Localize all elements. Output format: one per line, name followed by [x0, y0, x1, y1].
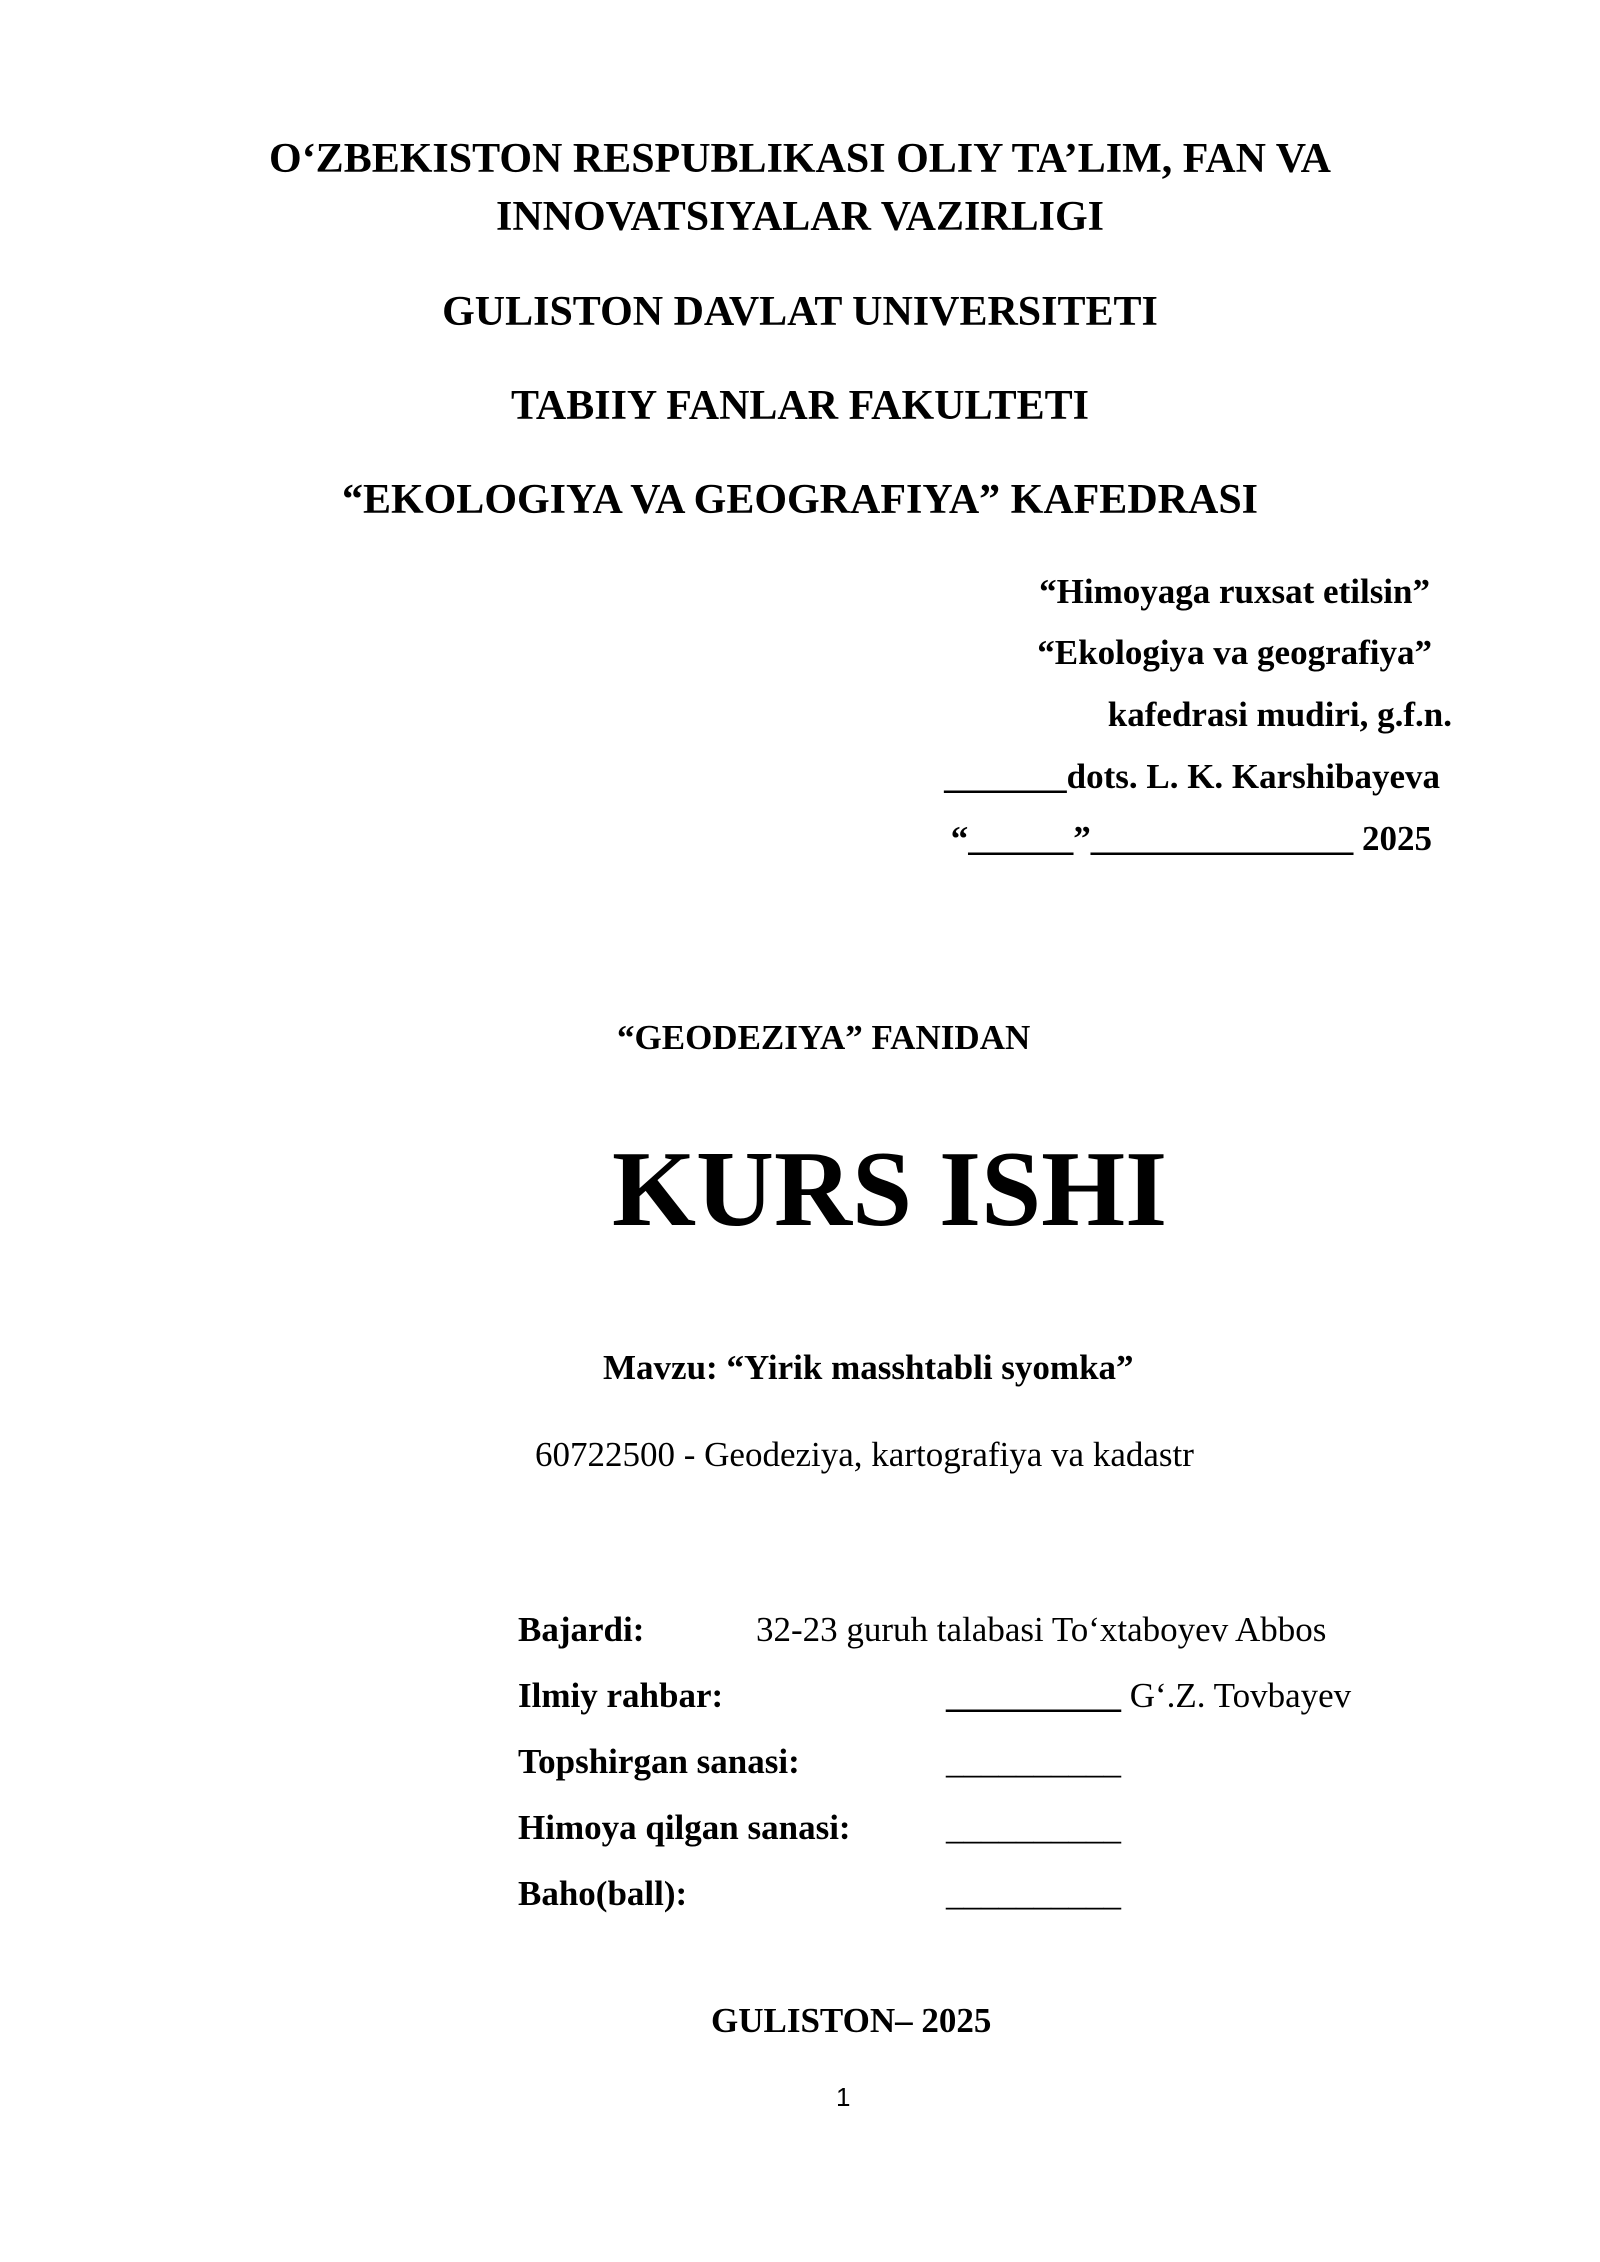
approval-line-5: “______”_______________ 2025: [950, 819, 1432, 858]
performed-value: 32-23 guruh talabasi To‘xtaboyev Abbos: [756, 1610, 1327, 1649]
topic-line: Mavzu: “Yirik masshtabli syomka”: [603, 1348, 1134, 1387]
advisor-blank: __________: [946, 1676, 1121, 1715]
approval-line-1: “Himoyaga ruxsat etilsin”: [1039, 572, 1430, 611]
faculty-name: TABIIY FANLAR FAKULTETI: [511, 383, 1089, 429]
advisor-field: [946, 1676, 1351, 1716]
city-year: GULISTON– 2025: [711, 2001, 992, 2040]
subject-heading: “GEODEZIYA” FANIDAN: [617, 1018, 1031, 1057]
grade-label: Baho(ball):: [518, 1874, 688, 1913]
submitted-date-label: Topshirgan sanasi:: [518, 1742, 800, 1781]
advisor-label: Ilmiy rahbar:: [518, 1676, 724, 1715]
approval-line-2: “Ekologiya va geografiya”: [1037, 633, 1432, 672]
department-name: “EKOLOGIYA VA GEOGRAFIYA” KAFEDRASI: [341, 477, 1259, 523]
ministry-line-2: INNOVATSIYALAR VAZIRLIGI: [495, 194, 1105, 240]
document-title: KURS ISHI: [612, 1130, 1168, 1249]
approval-line-3: kafedrasi mudiri, g.f.n.: [1107, 695, 1452, 734]
specialty-line: 60722500 - Geodeziya, kartografiya va kadastr: [535, 1435, 1194, 1474]
submitted-date-blank: __________: [946, 1742, 1121, 1781]
page-number: 1: [836, 2082, 851, 2112]
defended-date-blank: __________: [946, 1808, 1121, 1847]
university-name: GULISTON DAVLAT UNIVERSITETI: [442, 289, 1158, 335]
approval-line-4: _______dots. L. K. Karshibayeva: [944, 757, 1440, 796]
defended-date-label: Himoya qilgan sanasi:: [518, 1808, 851, 1847]
ministry-line-1: O‘ZBEKISTON RESPUBLIKASI OLIY TA’LIM, FAN VA: [269, 136, 1331, 182]
performed-label: Bajardi:: [518, 1610, 645, 1649]
advisor-value: G‘.Z. Tovbayev: [1121, 1676, 1352, 1715]
grade-blank: __________: [946, 1874, 1121, 1913]
